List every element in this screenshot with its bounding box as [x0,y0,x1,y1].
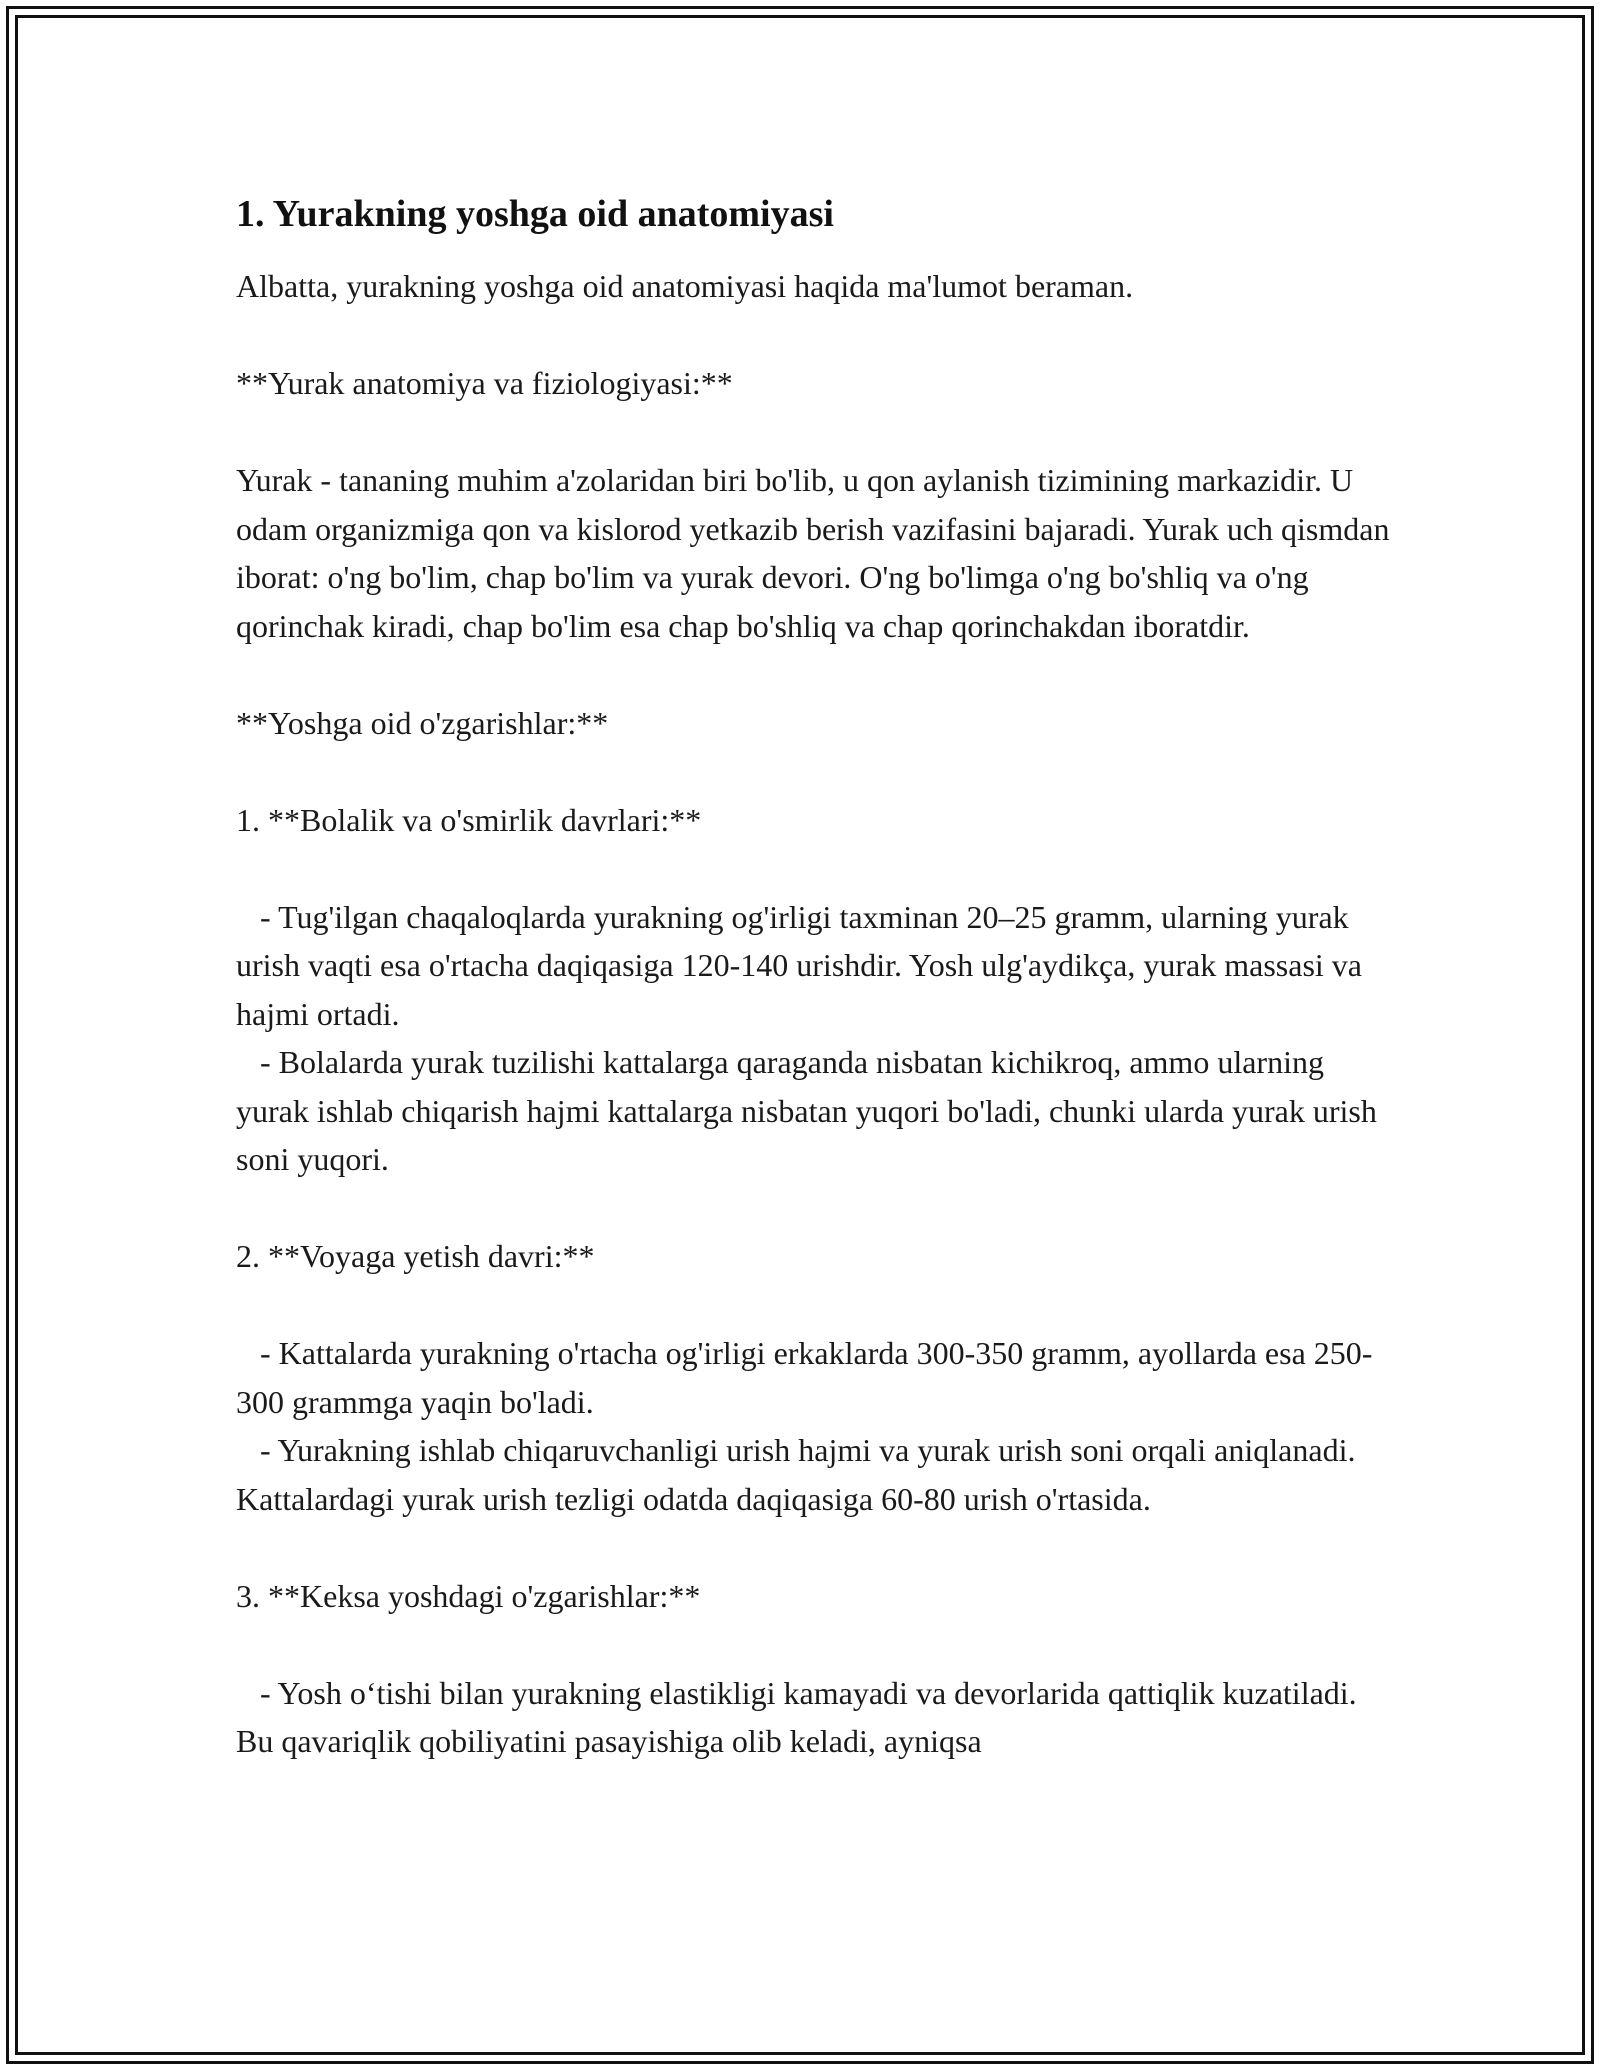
intro-paragraph: Albatta, yurakning yoshga oid anatomiyasi haqida ma'lumot beraman. [236,268,1134,304]
list-heading-adulthood: 2. **Voyaga yetish davri:** [236,1238,595,1274]
list-heading-childhood: 1. **Bolalik va o'smirlik davrlari:** [236,801,702,838]
list-items-childhood: - Tug'ilgan chaqaloqlarda yurakning og'irligi taxminan 20–25 gramm, ularning yurak urish vaqti esa o'rtacha daqiqasiga 120-140 urishdir. Yosh ulg'aydikça, yurak massasi va hajmi ortadi. - Bolalarda yurak tuzilishi kattalarga qaraganda nisbatan kichikroq, ammo ularning yurak ishlab chiqarish hajmi kattalarga nisbatan yuqori bo'ladi, chunki ularda yurak urish soni yuqori. [236,898,1377,1177]
list-heading-old-age: 3. **Keksa yoshdagi o'zgarishlar:** [236,1577,701,1614]
list-items-old-age: - Yosh o‘tishi bilan yurakning elastikligi kamayadi va devorlarida qattiqlik kuzatiladi. Bu qavariqlik qobiliyatini pasayishiga olib keladi, ayniqsa [236,1674,1365,1759]
document-title: 1. Yurakning yoshga oid anatomiyasi [236,193,834,235]
section-heading-anatomy: **Yurak anatomiya va fiziologiyasi:** [236,365,733,401]
list-items-adulthood: - Kattalarda yurakning o'rtacha og'irligi erkaklarda 300-350 gramm, ayollarda esa 250-300 grammga yaqin bo'ladi. - Yurakning ishlab chiqaruvchanligi urish hajmi va yurak urish soni orqali aniqlanadi. Kattalardagi yurak urish tezligi odatda daqiqasiga 60-80 urish o'rtasida. [236,1335,1373,1517]
section-heading-age-changes: **Yoshga oid o'zgarishlar:** [236,704,609,741]
anatomy-paragraph: Yurak - tananing muhim a'zolaridan biri bo'lib, u qon aylanish tizimining markazidir. U odam organizmiga qon va kislorod yetkazib berish vazifasini bajaradi. Yurak uch qismdan iborat: o'ng bo'lim, chap bo'lim va yurak devori. O'ng bo'limga o'ng bo'shliq va o'ng qorinchak kiradi, chap bo'lim esa chap bo'shliq va chap qorinchakdan iboratdir. [236,462,1398,644]
document-body [236,186,1396,1766]
